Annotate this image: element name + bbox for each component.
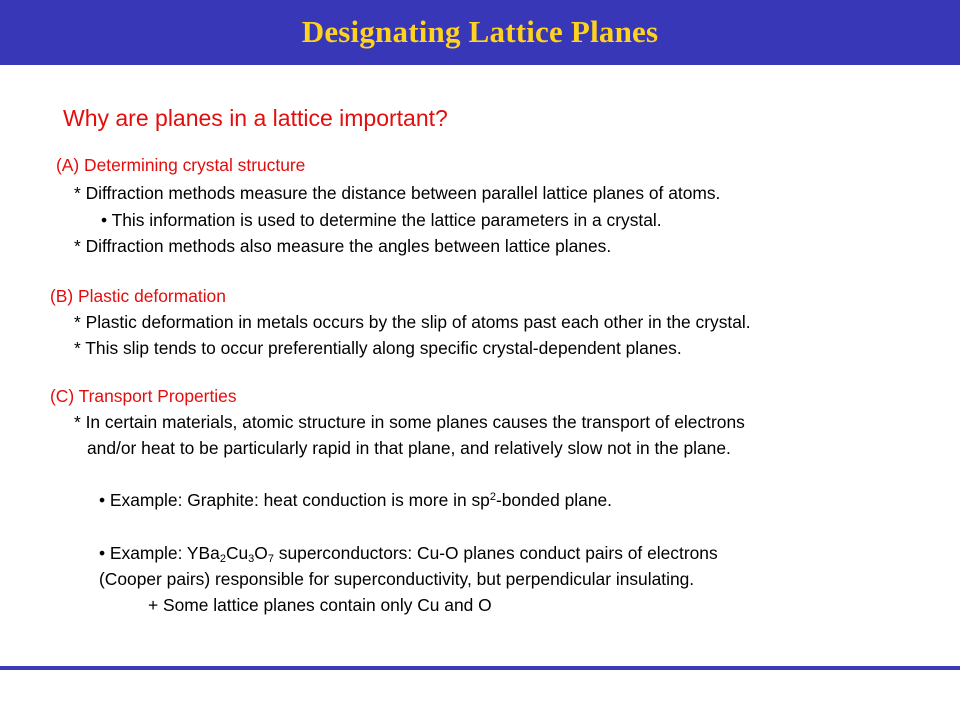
- footer-rule: [0, 666, 960, 670]
- example-ybco-o: O: [254, 543, 268, 563]
- example-graphite: [99, 490, 612, 511]
- example-ybco-text: • Example: YBa: [99, 543, 220, 563]
- section-a-heading: (A) Determining crystal structure: [56, 155, 306, 175]
- example-graphite-text: • Example: Graphite: heat conduction is more in sp: [99, 490, 490, 510]
- section-c-heading: (C) Transport Properties: [50, 386, 237, 406]
- example-ybco-line-3: + Some lattice planes contain only Cu and O: [148, 595, 492, 615]
- section-a-line-1: * Diffraction methods measure the distance between parallel lattice planes of atoms.: [74, 183, 721, 203]
- example-graphite-text-end: -bonded plane.: [495, 490, 612, 510]
- section-b-line-2: * This slip tends to occur preferentially along specific crystal-dependent planes.: [74, 338, 682, 358]
- section-c-line-1: * In certain materials, atomic structure in some planes causes the transport of electrons: [74, 412, 745, 432]
- slide-title: Designating Lattice Planes: [301, 14, 659, 49]
- example-ybco-sub-o: 7: [267, 553, 274, 565]
- example-ybco-sub-cu: 3: [248, 553, 255, 565]
- example-ybco-text-end: superconductors: Cu-O planes conduct pairs of electrons: [273, 543, 718, 563]
- example-graphite-sup: 2: [489, 491, 496, 503]
- question-text: Why are planes in a lattice important?: [63, 105, 448, 131]
- example-ybco-line-2: (Cooper pairs) responsible for superconductivity, but perpendicular insulating.: [99, 569, 695, 589]
- section-a-line-2: • This information is used to determine the lattice parameters in a crystal.: [101, 210, 662, 230]
- section-a-line-3: * Diffraction methods also measure the angles between lattice planes.: [74, 236, 612, 256]
- example-ybco: [99, 543, 718, 564]
- section-c-line-2: and/or heat to be particularly rapid in that plane, and relatively slow not in the plane.: [87, 438, 731, 458]
- section-b-line-1: * Plastic deformation in metals occurs by the slip of atoms past each other in the crystal.: [74, 312, 751, 332]
- example-ybco-cu: Cu: [225, 543, 249, 563]
- section-b-heading: (B) Plastic deformation: [50, 286, 226, 306]
- example-ybco-sub-ba: 2: [219, 553, 226, 565]
